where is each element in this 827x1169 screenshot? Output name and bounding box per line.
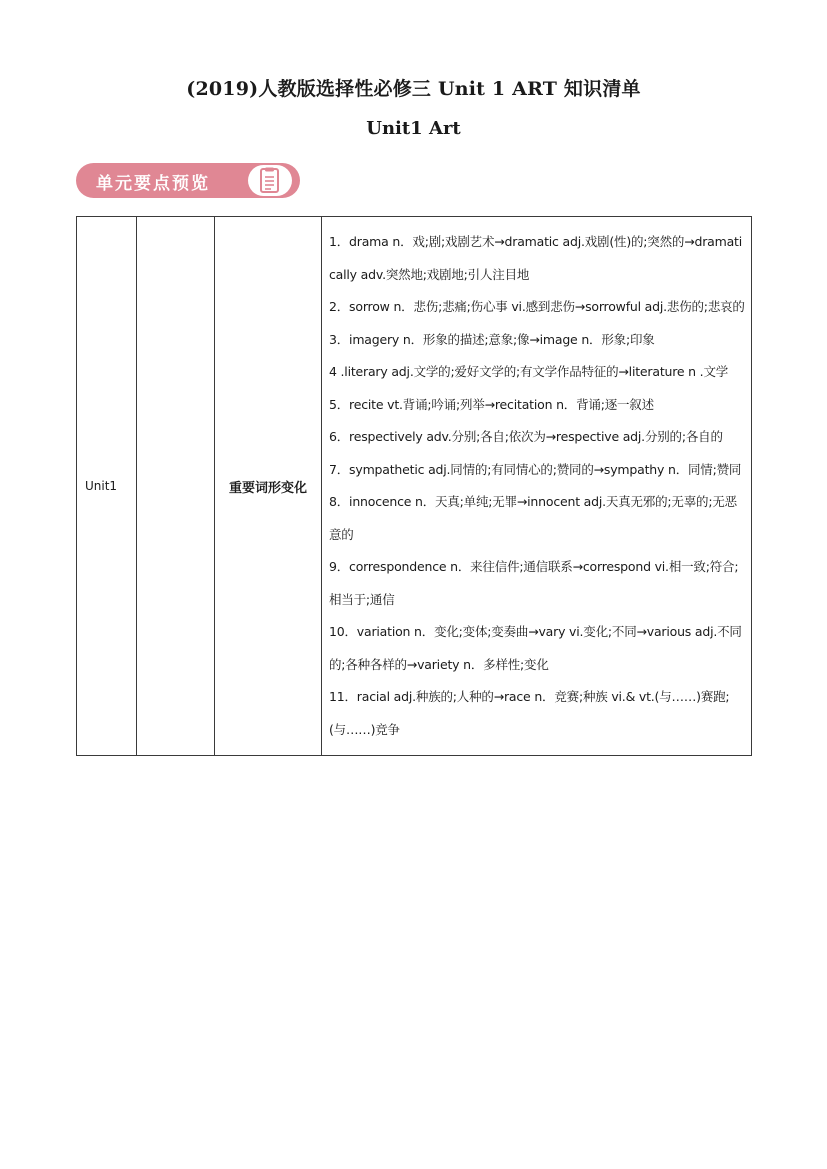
entries-cell bbox=[322, 217, 752, 756]
vocab-entry: 11．racial adj.种族的;人种的→race n．竞赛;种族 vi.& vt.(与……)赛跑;(与……)竞争 bbox=[329, 689, 730, 737]
section-banner bbox=[76, 163, 300, 198]
vocabulary-table bbox=[76, 216, 752, 756]
document-title: (2019)人教版选择性必修三 Unit 1 ART 知识清单 bbox=[186, 78, 641, 100]
document-list-icon bbox=[259, 167, 281, 194]
vocab-entry: 8．innocence n．天真;单纯;无罪→innocent adj.天真无邪的;无辜的;无恶意的 bbox=[329, 494, 737, 542]
vocab-entry: 4 .literary adj.文学的;爱好文学的;有文学作品特征的→literature n .文学 bbox=[329, 364, 729, 379]
section-banner-label: 单元要点预览 bbox=[96, 174, 210, 194]
vocab-entry: 3．imagery n．形象的描述;意象;像→image n．形象;印象 bbox=[329, 331, 655, 347]
vocab-entry: 6．respectively adv.分别;各自;依次为→respective adj.分别的;各自的 bbox=[329, 429, 723, 444]
empty-cell bbox=[137, 217, 215, 756]
vocab-entry: 2．sorrow n．悲伤;悲痛;伤心事 vi.感到悲伤→sorrowful adj.悲伤的;悲哀的 bbox=[329, 299, 745, 314]
unit-cell: Unit1 bbox=[77, 217, 137, 756]
vocab-entry: 10．variation n．变化;变体;变奏曲→vary vi.变化;不同→various adj.不同的;各种各样的→variety n．多样性;变化 bbox=[329, 624, 742, 672]
banner-icon-container bbox=[248, 165, 292, 196]
category-cell: 重要词形变化 bbox=[215, 217, 322, 756]
vocab-entry: 5．recite vt.背诵;吟诵;列举→recitation n．背诵;逐一叙述 bbox=[329, 396, 654, 412]
document-subtitle: Unit1 Art bbox=[366, 118, 461, 139]
vocab-entry: 7．sympathetic adj.同情的;有同情心的;赞同的→sympathy n．同情;赞同 bbox=[329, 461, 742, 477]
vocab-entry: 1．drama n．戏;剧;戏剧艺术→dramatic adj.戏剧(性)的;突然的→dramatically adv.突然地;戏剧地;引人注目地 bbox=[329, 234, 743, 282]
vocab-entry: 9．correspondence n．来往信件;通信联系→correspond vi.相一致;符合;相当于;通信 bbox=[329, 559, 739, 607]
table-row bbox=[77, 217, 752, 756]
